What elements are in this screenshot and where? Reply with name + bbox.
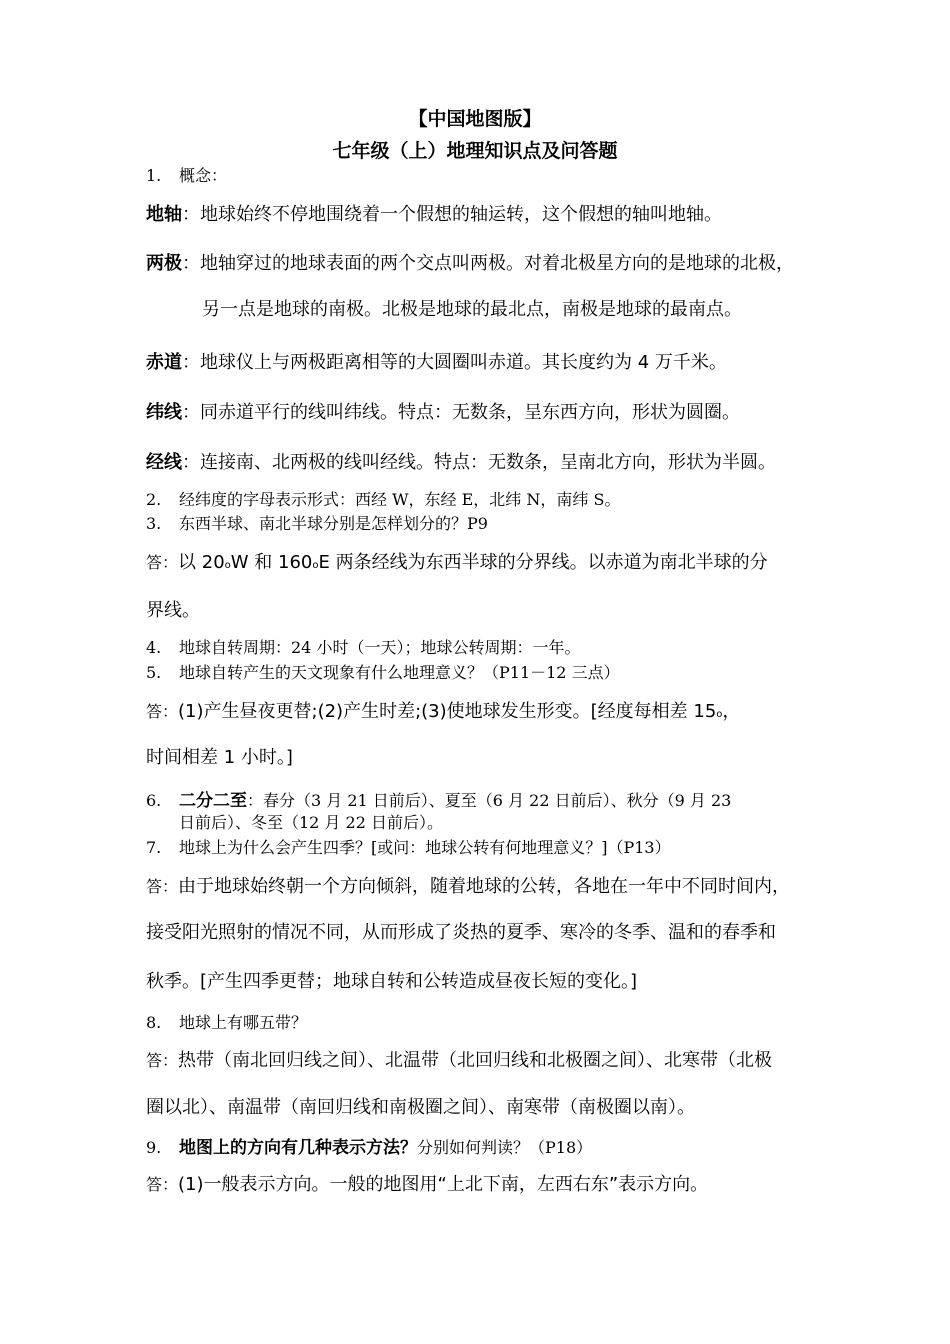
definition-text: ：地球始终不停地围绕着一个假想的轴运转，这个假想的轴叫地轴。	[182, 204, 722, 225]
item-5	[146, 660, 620, 683]
term-latitude: 纬线	[146, 402, 182, 423]
item-8	[146, 1010, 307, 1033]
item-1	[146, 163, 227, 186]
item-text: ：春分（3 月 21 日前后）、夏至（6 月 22 日前后）、秋分（9 月 23	[247, 791, 732, 810]
answer-text: ，	[722, 701, 741, 722]
answer-prefix: 答：	[146, 702, 179, 721]
answer-text: (1)一般表示方向。一般的地图用“上北下南，左西右东”表示方向。	[178, 1174, 709, 1195]
answer-7-line-3: 秋季。[产生四季更替；地球自转和公转造成昼夜长短的变化。]	[146, 971, 638, 992]
item-7	[146, 835, 671, 858]
item-text: 地球上为什么会产生四季？[或问：地球公转有何地理意义？]（P13）	[179, 838, 671, 857]
item-bold-text: 地图上的方向有几种表示方法？	[179, 1138, 417, 1158]
item-6	[146, 786, 731, 811]
degree-symbol: o	[224, 560, 231, 571]
item-3	[146, 511, 488, 534]
answer-8-continued: 圈以北）、南温带（南回归线和南极圈之间）、南寒带（南极圈以南）。	[146, 1097, 695, 1118]
answer-text: 以 20	[178, 552, 225, 573]
answer-3-continued: 界线。	[146, 600, 200, 621]
item-4	[146, 635, 580, 658]
document-title-publisher: 【中国地图版】	[408, 108, 542, 130]
item-number: 3.	[146, 514, 162, 533]
item-text: 地球自转周期：24 小时（一天）；地球公转周期：一年。	[179, 638, 581, 657]
item-number: 5.	[146, 663, 162, 682]
item-number: 2.	[146, 490, 162, 509]
item-6-continued: 日前后）、冬至（12 月 22 日前后）。	[179, 813, 443, 832]
degree-symbol: o	[716, 709, 723, 720]
term-poles: 两极	[146, 253, 182, 274]
definition-axis	[146, 200, 722, 226]
item-number: 7.	[146, 838, 162, 857]
answer-9	[146, 1170, 708, 1196]
item-2	[146, 487, 620, 510]
answer-prefix: 答：	[146, 1051, 179, 1070]
answer-7-line-2: 接受阳光照射的情况不同，从而形成了炎热的夏季、寒冷的冬季、温和的春季和	[146, 922, 776, 943]
answer-text: (1)产生昼夜更替;(2)产生时差;(3)使地球发生形变。[经度每相差 15	[178, 701, 717, 722]
definition-text: ：连接南、北两极的线叫经线。特点：无数条，呈南北方向，形状为半圆。	[182, 452, 776, 473]
item-text: 概念：	[179, 166, 228, 185]
item-text: 东西半球、南北半球分别是怎样划分的？P9	[179, 514, 488, 533]
answer-text: W 和 160	[230, 552, 313, 573]
answer-text: 由于地球始终朝一个方向倾斜，随着地球的公转，各地在一年中不同时间内，	[178, 876, 791, 897]
definition-text: ：地球仪上与两极距离相等的大圆圈叫赤道。其长度约为 4 万千米。	[182, 352, 727, 373]
item-text: 地球自转产生的天文现象有什么地理意义？（P11－12 三点）	[179, 663, 620, 682]
definition-poles	[146, 249, 794, 275]
item-number: 9.	[146, 1138, 162, 1157]
answer-5	[146, 697, 740, 723]
term-solstices-equinoxes: 二分二至	[179, 791, 247, 811]
item-9	[146, 1133, 592, 1158]
answer-7	[146, 872, 790, 898]
item-text: 分别如何判读？（P18）	[417, 1138, 593, 1157]
item-text: 地球上有哪五带？	[179, 1013, 308, 1032]
answer-prefix: 答：	[146, 553, 179, 572]
item-number: 4.	[146, 638, 162, 657]
answer-text: E 两条经线为东西半球的分界线。以赤道为南北半球的分	[318, 552, 768, 573]
answer-3	[146, 548, 768, 574]
answer-prefix: 答：	[146, 877, 179, 896]
item-number: 6.	[146, 791, 162, 810]
degree-symbol: o	[312, 560, 319, 571]
item-text: 经纬度的字母表示形式：西经 W，东经 E，北纬 N，南纬 S。	[179, 490, 621, 509]
definition-text: ：地轴穿过的地球表面的两个交点叫两极。对着北极星方向的是地球的北极，	[182, 253, 794, 274]
answer-8	[146, 1046, 772, 1072]
answer-text: 热带（南北回归线之间）、北温带（北回归线和北极圈之间）、北寒带（北极	[178, 1050, 773, 1071]
item-number: 1.	[146, 166, 162, 185]
definition-longitude	[146, 448, 776, 474]
item-number: 8.	[146, 1013, 162, 1032]
term-axis: 地轴	[146, 204, 182, 225]
definition-equator	[146, 348, 727, 374]
document-title: 七年级（上）地理知识点及问答题	[332, 140, 618, 162]
term-equator: 赤道	[146, 352, 182, 373]
answer-5-continued: 时间相差 1 小时。]	[146, 747, 293, 768]
term-longitude: 经线	[146, 452, 182, 473]
definition-poles-continued: 另一点是地球的南极。北极是地球的最北点，南极是地球的最南点。	[202, 299, 742, 320]
definition-latitude	[146, 398, 740, 424]
definition-text: ：同赤道平行的线叫纬线。特点：无数条，呈东西方向，形状为圆圈。	[182, 402, 740, 423]
answer-prefix: 答：	[146, 1175, 179, 1194]
